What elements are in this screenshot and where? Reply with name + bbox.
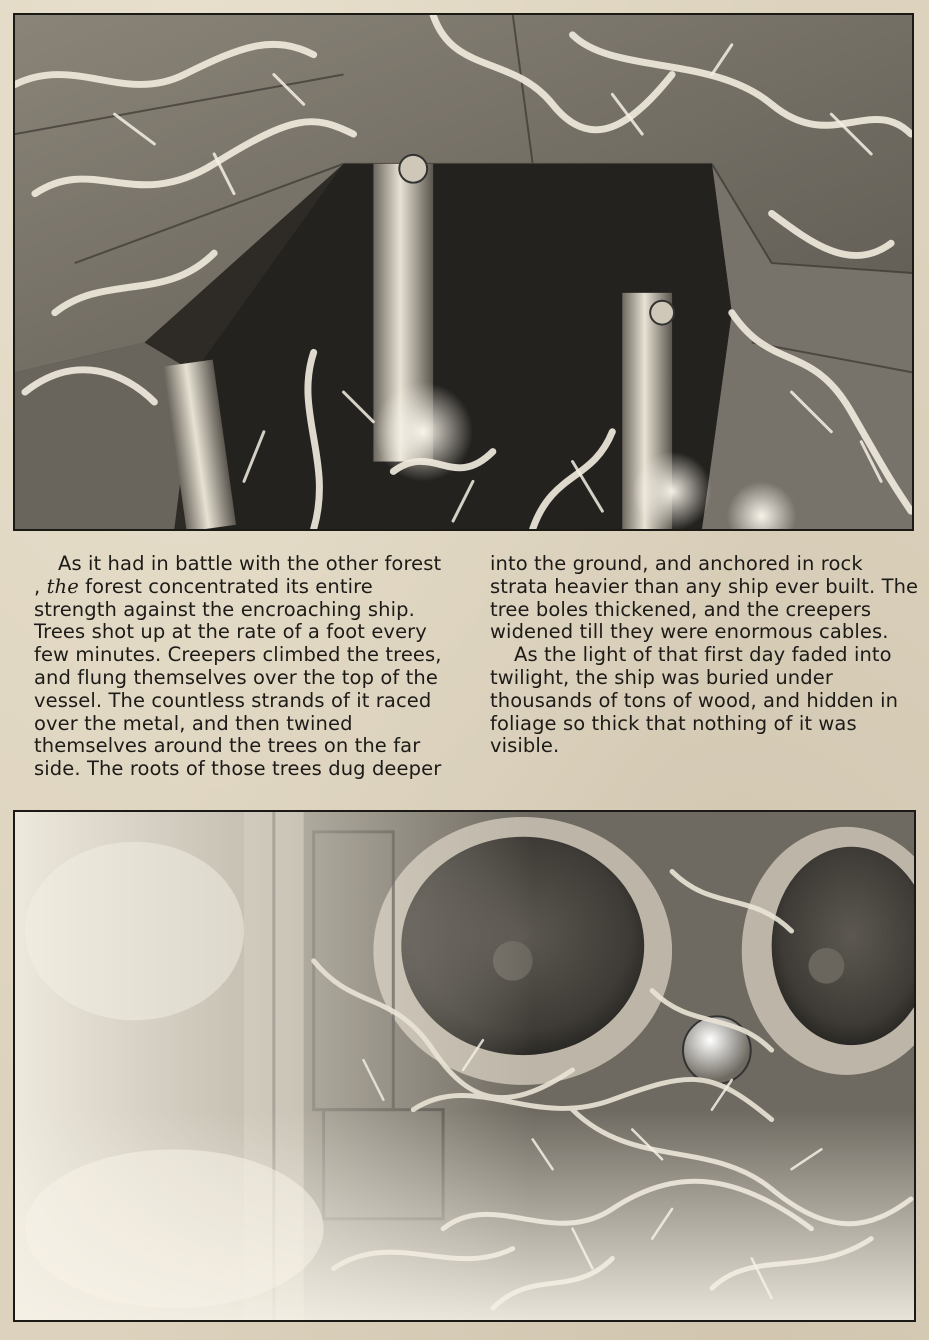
illustration-bottom [13,810,916,1322]
paragraph-1-rest: forest concentrated its entire strength against the encroaching ship. Trees shot up at the rate of a foot every few minutes. Creepers climbed the trees, and flung themselves over the top of the vessel. The countless strands of it raced over the metal, and then twined themselves around the trees on the far side. The roots of those trees dug deeper [34,574,442,781]
illustration-top-art [15,15,912,529]
paragraph-1 [34,553,444,781]
paragraph-1-start: As it had in battle with the other forest , [34,552,442,598]
paragraph-2: As the light of that first day faded into twilight, the ship was buried under thousands of tons of wood, and hidden in foliage so thick that nothing of it was visible. [490,643,899,758]
emphasis-the: the [46,574,79,598]
illustration-top [13,13,914,531]
paragraph-1-continued: into the ground, and anchored in rock strata heavier than any ship ever built. The tree boles thickened, and the creepers widened till they were enormous cables. [490,552,919,644]
article-column-right [490,553,920,758]
article-column-left [34,553,444,781]
illustration-bottom-art [15,812,914,1320]
